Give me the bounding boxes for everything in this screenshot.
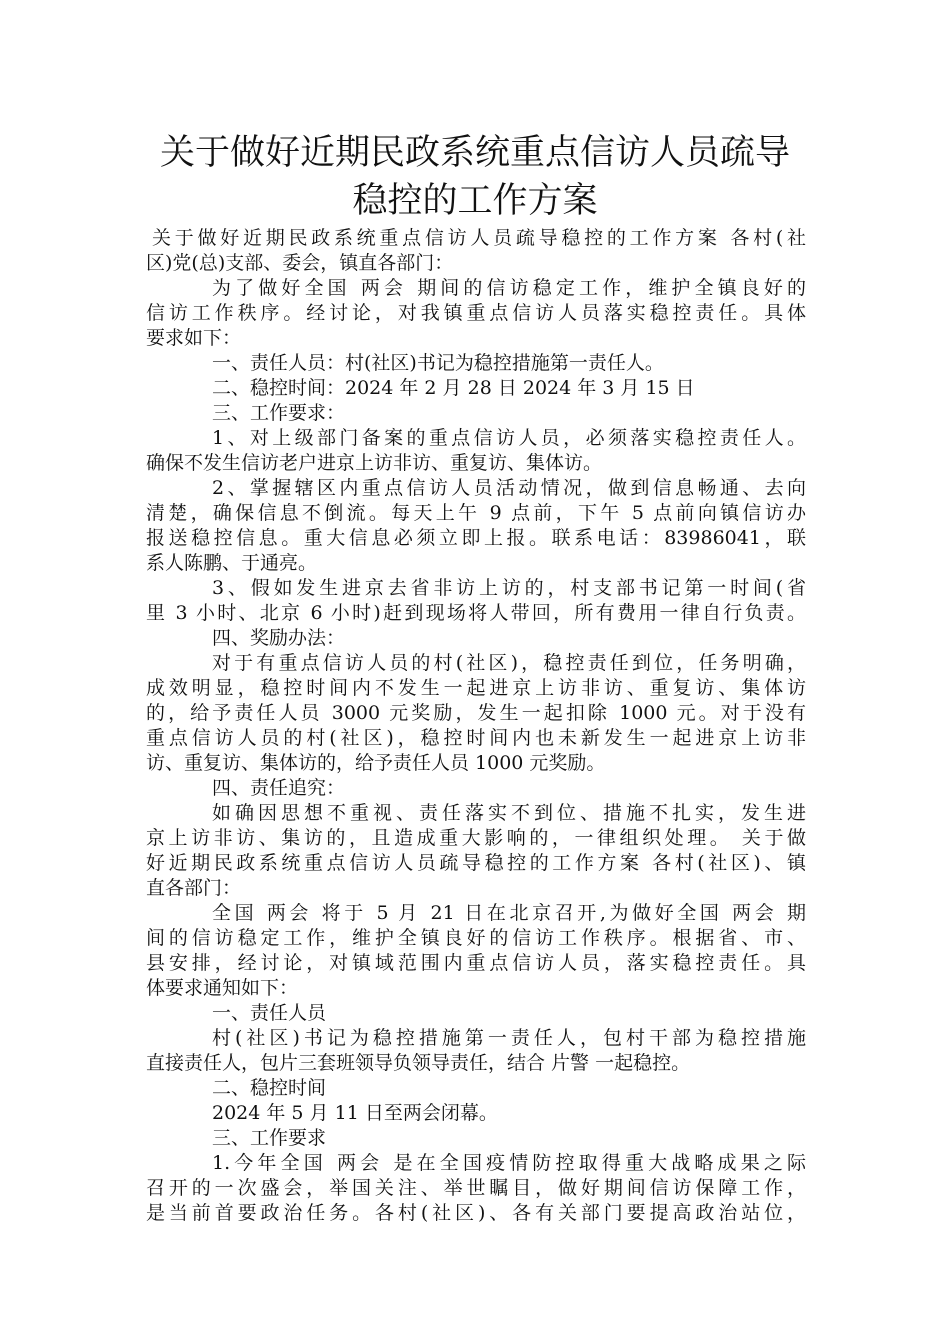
body-line: 一、责任人员：村(社区)书记为稳控措施第一责任人。	[212, 352, 664, 374]
body-line: 间的信访稳定工作，维护全镇良好的信访工作秩序。根据省、市、	[146, 927, 806, 949]
body-line: 区)党(总)支部、委会，镇直各部门：	[146, 252, 454, 274]
document-title-line-1: 关于做好近期民政系统重点信访人员疏导	[159, 133, 790, 173]
body-line: 清楚，确保信息不倒流。每天上午 9 点前，下午 5 点前向镇信访办	[146, 502, 806, 524]
body-line: 关于做好近期民政系统重点信访人员疏导稳控的工作方案 各村(社	[152, 227, 806, 249]
body-line: 对于有重点信访人员的村(社区)，稳控责任到位，任务明确，	[212, 652, 806, 674]
body-line: 京上访非访、集访的，且造成重大影响的，一律组织处理。 关于做	[146, 827, 806, 849]
body-line: 访、重复访、集体访的，给予责任人员 1000 元奖励。	[146, 752, 606, 774]
section-heading: 三、工作要求：	[212, 402, 346, 424]
section-heading: 四、奖励办法：	[212, 627, 346, 649]
body-line: 体要求通知如下：	[146, 977, 299, 999]
body-line: 1、对上级部门备案的重点信访人员，必须落实稳控责任人。	[212, 427, 806, 449]
body-line: 直各部门：	[146, 877, 242, 899]
body-line: 1.今年全国 两会 是在全国疫情防控取得重大战略成果之际	[212, 1152, 806, 1174]
body-line: 县安排，经讨论，对镇域范围内重点信访人员，落实稳控责任。具	[146, 952, 806, 974]
body-line: 系人陈鹏、于通亮。	[146, 552, 318, 574]
body-line: 如确因思想不重视、责任落实不到位、措施不扎实，发生进	[212, 802, 806, 824]
body-line: 3、假如发生进京去省非访上访的，村支部书记第一时间(省	[212, 577, 806, 599]
body-line: 确保不发生信访老户进京上访非访、重复访、集体访。	[146, 452, 603, 474]
body-line: 的，给予责任人员 3000 元奖励，发生一起扣除 1000 元。对于没有	[146, 702, 806, 724]
section-heading: 三、工作要求	[212, 1127, 327, 1149]
body-line: 里 3 小时、北京 6 小时)赶到现场将人带回，所有费用一律自行负责。	[146, 602, 806, 624]
body-line: 全国 两会 将于 5 月 21 日在北京召开,为做好全国 两会 期	[212, 902, 806, 924]
body-line: 好近期民政系统重点信访人员疏导稳控的工作方案 各村(社区)、镇	[146, 852, 806, 874]
body-line: 是当前首要政治任务。各村(社区)、各有关部门要提高政治站位，	[146, 1202, 806, 1224]
section-heading: 四、责任追究：	[212, 777, 346, 799]
body-line: 重点信访人员的村(社区)，稳控时间内也未新发生一起进京上访非	[146, 727, 806, 749]
body-line: 2、掌握辖区内重点信访人员活动情况，做到信息畅通、去向	[212, 477, 806, 499]
body-line: 为了做好全国 两会 期间的信访稳定工作，维护全镇良好的	[212, 277, 806, 299]
body-line: 召开的一次盛会，举国关注、举世瞩目，做好期间信访保障工作，	[146, 1177, 806, 1199]
body-line: 2024 年 5 月 11 日至两会闭幕。	[212, 1102, 498, 1124]
body-line: 信访工作秩序。经讨论，对我镇重点信访人员落实稳控责任。具体	[146, 302, 806, 324]
body-line: 二、稳控时间：2024 年 2 月 28 日 2024 年 3 月 15 日	[212, 377, 695, 399]
body-line: 直接责任人，包片三套班领导负领导责任，结合 片警 一起稳控。	[146, 1052, 691, 1074]
document-title-line-2: 稳控的工作方案	[352, 181, 598, 221]
body-line: 成效明显，稳控时间内不发生一起进京上访非访、重复访、集体访	[146, 677, 806, 699]
section-heading: 二、稳控时间	[212, 1077, 327, 1099]
body-line: 报送稳控信息。重大信息必须立即上报。联系电话：83986041，联	[146, 527, 806, 549]
section-heading: 一、责任人员	[212, 1002, 327, 1024]
body-line: 村(社区)书记为稳控措施第一责任人，包村干部为稳控措施	[212, 1027, 806, 1049]
body-line: 要求如下：	[146, 327, 242, 349]
